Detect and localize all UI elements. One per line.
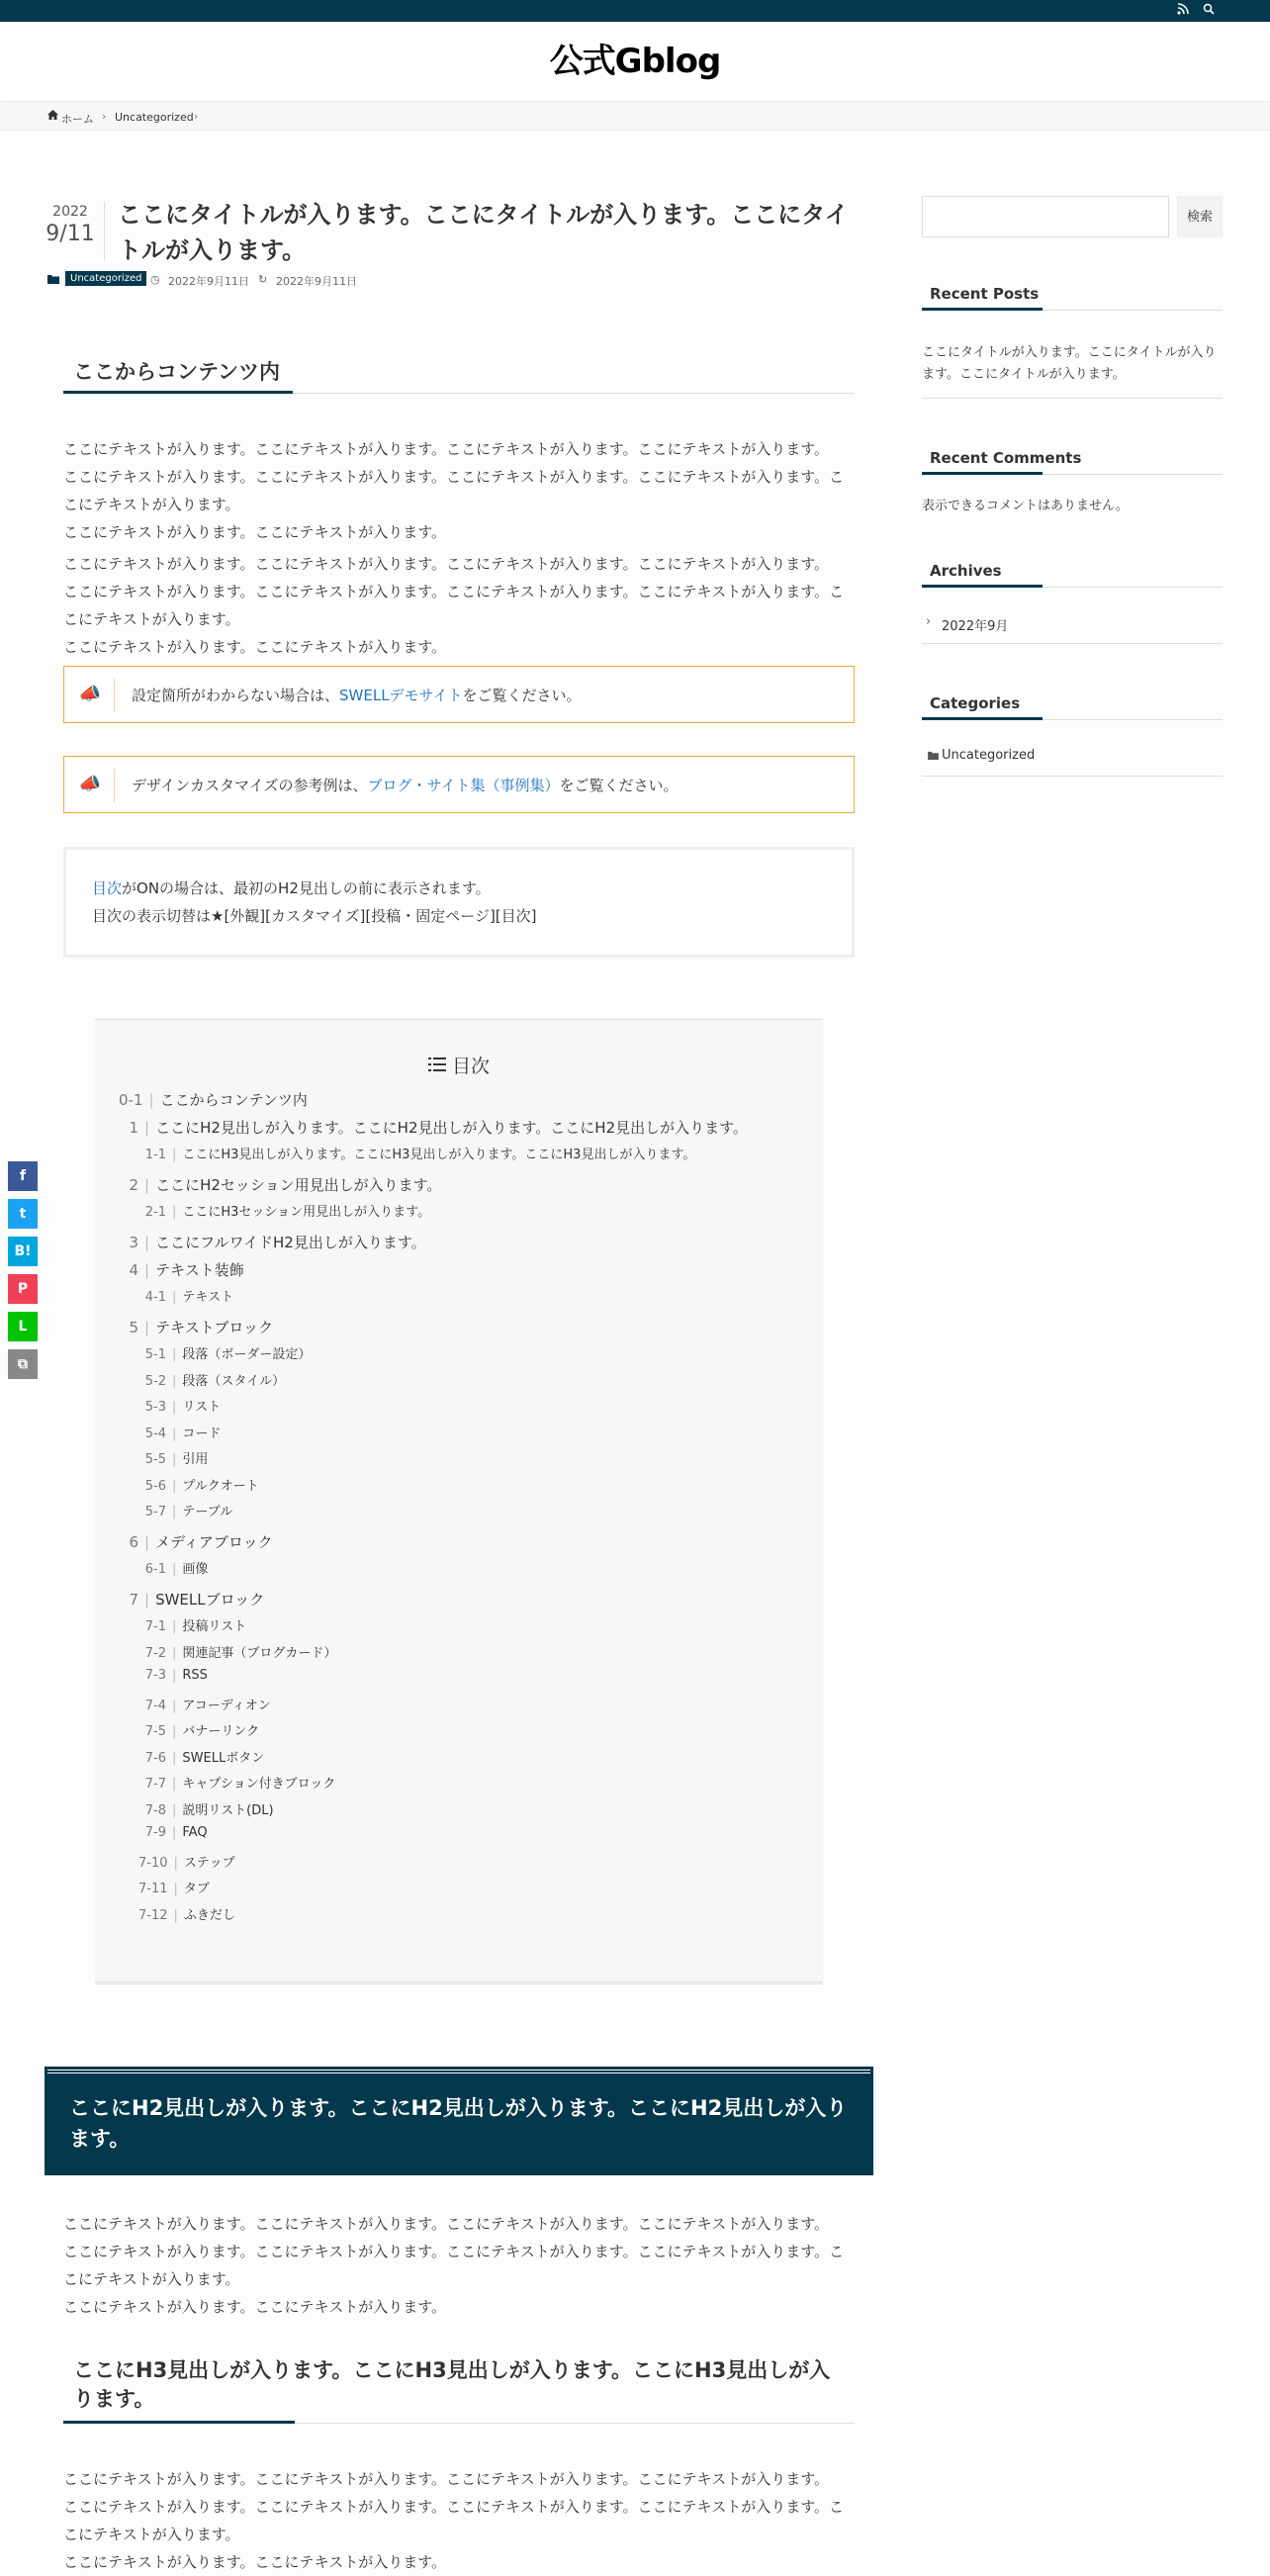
- toc-item-number: 5-7: [144, 1505, 166, 1519]
- toc-separator: |: [144, 1319, 150, 1336]
- paragraph-line: ここにテキストが入ります。ここにテキストが入ります。: [63, 2298, 447, 2316]
- search-button[interactable]: 検索: [1177, 196, 1223, 237]
- info-box: [63, 756, 855, 813]
- toc-separator: |: [172, 1290, 177, 1305]
- toc-item-number: 5-1: [144, 1347, 166, 1362]
- top-bar: [0, 0, 1270, 22]
- h3-heading-text: ここにH3見出しが入ります。ここにH3見出しが入ります。ここにH3見出しが入ります。: [73, 2358, 831, 2411]
- toc-separator: |: [172, 1148, 177, 1162]
- toc-item[interactable]: [138, 1668, 208, 1683]
- toc-item-number: 7-8: [144, 1803, 166, 1818]
- toc-item[interactable]: [119, 1089, 308, 1110]
- toc-separator: |: [144, 1261, 150, 1279]
- megaphone-icon: 📣: [78, 774, 102, 794]
- divider: [114, 679, 115, 712]
- toc-item[interactable]: [138, 1144, 695, 1162]
- toc-item[interactable]: [138, 1448, 208, 1467]
- toc-item[interactable]: [138, 1642, 336, 1661]
- toc-item-label: ふきだし: [183, 1908, 235, 1923]
- toc-item[interactable]: [138, 1799, 274, 1818]
- toc-item[interactable]: [138, 1615, 246, 1634]
- toc-item[interactable]: [127, 1589, 264, 1610]
- toc-item-label: SWELLボタン: [182, 1751, 265, 1766]
- share-hatena-button[interactable]: [8, 1237, 38, 1266]
- toc-item[interactable]: [138, 1475, 259, 1494]
- info-text: [132, 685, 582, 705]
- toc-separator: |: [172, 1668, 177, 1683]
- hatena-icon: B!: [14, 1243, 32, 1259]
- widget-title-text: Recent Comments: [930, 449, 1082, 467]
- chevron-right-icon: ›: [102, 110, 107, 123]
- toc-item-label: アコーディオン: [182, 1699, 271, 1713]
- toc-item-number: 7-4: [144, 1699, 166, 1713]
- toc-item-label: 投稿リスト: [182, 1619, 247, 1634]
- toc-item-label: リスト: [182, 1400, 222, 1415]
- archive-item-label: 2022年9月: [942, 619, 1009, 634]
- modified-date: 2022年9月11日: [276, 275, 357, 288]
- toc-separator: |: [144, 1533, 150, 1551]
- toc-separator: |: [172, 1803, 177, 1818]
- toc-item[interactable]: [138, 1747, 264, 1766]
- home-icon: [47, 110, 58, 123]
- toc-item[interactable]: [138, 1695, 271, 1713]
- toc-item-number: 7: [129, 1591, 138, 1609]
- toc-separator: |: [172, 1400, 177, 1415]
- divider: [922, 643, 1223, 644]
- toc-item[interactable]: [138, 1558, 208, 1577]
- toc-item-label: ここにH3セッション用見出しが入ります。: [182, 1205, 431, 1220]
- toc-item-number: 5-4: [144, 1426, 166, 1441]
- site-header: [0, 22, 1270, 101]
- rss-icon[interactable]: [1175, 3, 1191, 19]
- widget-title-underline: [922, 472, 1043, 475]
- paragraph-line: ここにテキストが入ります。ここにテキストが入ります。: [63, 523, 447, 541]
- toc-item-label: ステップ: [183, 1856, 235, 1871]
- breadcrumb-category[interactable]: Uncategorized: [115, 111, 194, 124]
- toc-item-number: 6: [129, 1533, 138, 1551]
- chevron-right-icon: ›: [194, 110, 199, 123]
- h2-heading: [47, 2070, 870, 2172]
- toc-item-label: ここからコンテンツ内: [159, 1091, 308, 1109]
- category-item-label: Uncategorized: [942, 748, 1036, 763]
- toc-item-label: 説明リスト(DL): [182, 1803, 274, 1818]
- toc-item[interactable]: [138, 1852, 235, 1871]
- toc-separator: |: [172, 1646, 177, 1661]
- share-facebook-button[interactable]: [8, 1161, 38, 1191]
- widget-title-underline: [922, 717, 1043, 720]
- h2-heading-text: ここにH2見出しが入ります。ここにH2見出しが入ります。ここにH2見出しが入ります。: [69, 2096, 848, 2151]
- post-date: [45, 204, 95, 246]
- toc-item-number: 7-5: [144, 1724, 166, 1739]
- copy-icon: ⧉: [18, 1356, 28, 1372]
- toc-item[interactable]: [138, 1286, 233, 1305]
- toc-item-number: 4: [129, 1261, 138, 1279]
- toc-separator: |: [173, 1882, 178, 1896]
- breadcrumb-home[interactable]: ホーム: [61, 113, 94, 126]
- widget-title-underline: [922, 308, 1043, 311]
- date-divider: [104, 202, 105, 261]
- toc-item-label: 関連記事（ブログカード）: [182, 1646, 337, 1661]
- toc-item-number: 7-12: [138, 1908, 168, 1923]
- examples-link[interactable]: ブログ・サイト集（事例集）: [367, 777, 560, 794]
- line-icon: L: [18, 1319, 28, 1334]
- toc-item-label: プルクオート: [182, 1479, 259, 1494]
- share-twitter-button[interactable]: [8, 1199, 38, 1229]
- toc-separator: |: [172, 1825, 177, 1840]
- share-copy-button[interactable]: [8, 1349, 38, 1379]
- toc-title-text: 目次: [451, 1056, 490, 1077]
- post-year: 2022: [52, 204, 88, 220]
- toc-item-number: 5-3: [144, 1400, 166, 1415]
- toc-item[interactable]: [138, 1904, 235, 1923]
- toc-item-number: 7-7: [144, 1777, 166, 1792]
- toc-item[interactable]: [138, 1825, 208, 1840]
- toc-item-number: 5: [129, 1319, 138, 1336]
- toc-separator: |: [144, 1234, 150, 1251]
- pocket-icon: P: [17, 1281, 29, 1297]
- toc-item-number: 7-9: [144, 1825, 166, 1840]
- toc-item-number: 5-6: [144, 1479, 166, 1494]
- widget-title-text: Recent Posts: [930, 285, 1040, 303]
- widget-title-text: Categories: [930, 694, 1021, 712]
- toc-item[interactable]: [138, 1201, 430, 1220]
- info-text-after: をご覧ください。: [462, 687, 582, 704]
- toc-item-label: タブ: [183, 1882, 210, 1896]
- share-pocket-button[interactable]: [8, 1274, 38, 1304]
- toc-separator: |: [172, 1374, 177, 1389]
- toc-item-label: 画像: [182, 1562, 209, 1577]
- toc-item-label: SWELLブロック: [155, 1591, 265, 1609]
- heading-underline: [63, 391, 293, 394]
- toc-separator: |: [173, 1856, 178, 1871]
- paragraph-line: ここにテキストが入ります。ここにテキストが入ります。ここにテキストが入ります。ここにテキストが入ります。: [63, 2470, 830, 2488]
- toc-item[interactable]: [127, 1531, 273, 1552]
- toc-item-label: テキストブロック: [155, 1319, 274, 1336]
- categories-title: [922, 683, 1223, 720]
- toc-item-number: 6-1: [144, 1562, 166, 1577]
- folder-icon: [928, 749, 939, 764]
- content-heading-text: ここからコンテンツ内: [73, 360, 280, 384]
- toc-item-number: 4-1: [144, 1290, 166, 1305]
- toc-item-label: 段落（ボーダー設定）: [182, 1347, 312, 1362]
- paragraph: [63, 550, 855, 661]
- toc-separator: |: [172, 1699, 177, 1713]
- search-input[interactable]: [922, 196, 1169, 237]
- no-comments-text: 表示できるコメントはありません。: [922, 499, 1129, 513]
- toc-item-number: 2-1: [144, 1205, 166, 1220]
- toc-separator: |: [144, 1176, 150, 1194]
- toc-item[interactable]: [127, 1317, 273, 1337]
- paragraph: [63, 435, 855, 546]
- toc-item-number: 2: [129, 1176, 138, 1194]
- facebook-icon: f: [19, 1168, 27, 1184]
- refresh-icon: ↻: [258, 273, 268, 286]
- toc-item[interactable]: [138, 1396, 221, 1415]
- paragraph-line: ここにテキストが入ります。ここにテキストが入ります。ここにテキストが入ります。ここにテキストが入ります。ここにテキストが入ります。: [63, 2498, 845, 2543]
- toc-separator: |: [144, 1591, 150, 1609]
- toc-item[interactable]: [127, 1232, 426, 1252]
- toc-item-label: 段落（スタイル）: [182, 1374, 286, 1389]
- toc-item-label: テーブル: [182, 1505, 233, 1519]
- toc-item-number: 7-3: [144, 1668, 166, 1683]
- toc-item-label: FAQ: [182, 1825, 208, 1840]
- list-icon: [428, 1055, 446, 1076]
- toc-item-number: 1: [129, 1119, 138, 1137]
- toc-item[interactable]: [138, 1370, 285, 1389]
- category-badge[interactable]: Uncategorized: [65, 271, 146, 286]
- info-text-after: をご覧ください。: [559, 777, 679, 794]
- h3-heading: [63, 2348, 855, 2424]
- toc-item-label: メディアブロック: [155, 1533, 273, 1551]
- toc-item-number: 7-11: [138, 1882, 168, 1896]
- toc-item-number: 7-6: [144, 1751, 166, 1766]
- megaphone-icon: 📣: [78, 684, 102, 704]
- paragraph-line: ここにテキストが入ります。ここにテキストが入ります。ここにテキストが入ります。ここにテキストが入ります。ここにテキストが入ります。: [63, 2243, 845, 2288]
- toc-item-label: ここにH3見出しが入ります。ここにH3見出しが入ります。ここにH3見出しが入ります。: [182, 1148, 696, 1162]
- toc-item-number: 1-1: [144, 1148, 166, 1162]
- toc-separator: |: [172, 1479, 177, 1494]
- toc-separator: |: [172, 1751, 177, 1766]
- toc-item[interactable]: [127, 1259, 244, 1280]
- recent-posts-title: [922, 273, 1223, 311]
- toc-item-label: バナーリンク: [182, 1724, 260, 1739]
- paragraph-line: ここにテキストが入ります。ここにテキストが入ります。ここにテキストが入ります。ここにテキストが入ります。: [63, 440, 830, 458]
- toc-item-number: 0-1: [119, 1091, 143, 1109]
- divider: [114, 769, 115, 802]
- recent-comments-title: [922, 437, 1223, 475]
- toc-separator: |: [172, 1347, 177, 1362]
- archives-title: [922, 550, 1223, 588]
- toc-item-label: キャプション付きブロック: [182, 1777, 336, 1792]
- toc-item[interactable]: [138, 1423, 221, 1441]
- twitter-icon: t: [19, 1206, 27, 1222]
- toc-item-number: 3: [129, 1234, 138, 1251]
- toc-item-number: 7-1: [144, 1619, 166, 1634]
- toc-item[interactable]: [138, 1343, 311, 1362]
- note-line-2: 目次の表示切替は★[外観][カスタマイズ][投稿・固定ページ][目次]: [92, 907, 537, 925]
- toc-item[interactable]: [138, 1878, 210, 1896]
- toc-separator: |: [172, 1562, 177, 1577]
- toc-item[interactable]: [138, 1773, 335, 1792]
- clock-icon: ◷: [150, 273, 160, 286]
- breadcrumb: [0, 103, 1270, 131]
- demo-site-link[interactable]: SWELLデモサイト: [339, 687, 463, 704]
- info-box: [63, 666, 855, 723]
- toc-item-number: 7-2: [144, 1646, 166, 1661]
- search-icon[interactable]: [1201, 3, 1217, 19]
- toc-item[interactable]: [138, 1720, 259, 1739]
- content-heading: [63, 352, 855, 394]
- info-text: [132, 775, 678, 795]
- toc-item-label: コード: [182, 1426, 222, 1441]
- toc-separator: |: [172, 1724, 177, 1739]
- toc-note-box: [63, 847, 855, 958]
- toc-separator: |: [172, 1205, 177, 1220]
- toc-item-label: テキスト装飾: [155, 1261, 244, 1279]
- toc-title: [95, 1052, 823, 1078]
- toc-item-number: 5-2: [144, 1374, 166, 1389]
- paragraph-line: ここにテキストが入ります。ここにテキストが入ります。: [63, 638, 447, 656]
- paragraph-line: ここにテキストが入ります。ここにテキストが入ります。ここにテキストが入ります。ここにテキストが入ります。ここにテキストが入ります。: [63, 583, 845, 628]
- site-logo[interactable]: 公式Gblog: [549, 42, 721, 81]
- paragraph-line: ここにテキストが入ります。ここにテキストが入ります。ここにテキストが入ります。ここにテキストが入ります。: [63, 2215, 830, 2233]
- toc-item-number: 5-5: [144, 1452, 166, 1467]
- divider: [922, 776, 1223, 777]
- toc-item-label: ここにH2セッション用見出しが入ります。: [155, 1176, 442, 1194]
- toc-item-number: 7-10: [138, 1856, 168, 1871]
- widget-title-underline: [922, 585, 1043, 588]
- toc-separator: |: [172, 1426, 177, 1441]
- toc-separator: |: [148, 1091, 154, 1109]
- widget-title-text: Archives: [930, 562, 1002, 580]
- toc-separator: |: [172, 1777, 177, 1792]
- toc-item[interactable]: [138, 1501, 232, 1519]
- table-of-contents: [95, 1019, 823, 1984]
- published-date: 2022年9月11日: [168, 275, 249, 288]
- folder-icon: [47, 274, 59, 287]
- paragraph-line: ここにテキストが入ります。ここにテキストが入ります。ここにテキストが入ります。ここにテキストが入ります。ここにテキストが入ります。: [63, 468, 845, 513]
- share-line-button[interactable]: [8, 1312, 38, 1341]
- note-line-1: [92, 877, 491, 898]
- recent-post-link[interactable]: ここにタイトルが入ります。ここにタイトルが入ります。ここにタイトルが入ります。: [922, 345, 1217, 382]
- toc-separator: |: [173, 1908, 178, 1923]
- toc-item[interactable]: [127, 1174, 441, 1195]
- toc-separator: |: [144, 1119, 150, 1137]
- divider: [922, 398, 1223, 399]
- info-text-before: 設定箇所がわからない場合は、: [132, 687, 340, 704]
- post-month-day: 9/11: [45, 222, 95, 246]
- toc-item-label: RSS: [182, 1668, 208, 1683]
- paragraph-line: ここにテキストが入ります。ここにテキストが入ります。: [63, 2553, 447, 2571]
- info-text-before: デザインカスタマイズの参考例は、: [132, 777, 368, 794]
- toc-item-label: ここにフルワイドH2見出しが入ります。: [155, 1234, 426, 1251]
- toc-separator: |: [172, 1505, 177, 1519]
- chevron-right-icon: ›: [926, 614, 932, 629]
- paragraph: [63, 2210, 855, 2321]
- toc-separator: |: [172, 1452, 177, 1467]
- toc-separator: |: [172, 1619, 177, 1634]
- heading-underline: [63, 2421, 295, 2424]
- toc-item-label: ここにH2見出しが入ります。ここにH2見出しが入ります。ここにH2見出しが入ります。: [155, 1119, 748, 1137]
- toc-item-label: 引用: [182, 1452, 209, 1467]
- toc-item[interactable]: [127, 1117, 748, 1138]
- paragraph-line: ここにテキストが入ります。ここにテキストが入ります。ここにテキストが入ります。ここにテキストが入ります。: [63, 555, 830, 573]
- paragraph: [63, 2465, 855, 2576]
- note-line-1-text: がONの場合は、最初のH2見出しの前に表示されます。: [122, 879, 491, 897]
- toc-link[interactable]: 目次: [92, 879, 123, 897]
- post-title: ここにタイトルが入ります。ここにタイトルが入ります。ここにタイトルが入ります。: [118, 201, 849, 264]
- toc-item-label: テキスト: [182, 1290, 234, 1305]
